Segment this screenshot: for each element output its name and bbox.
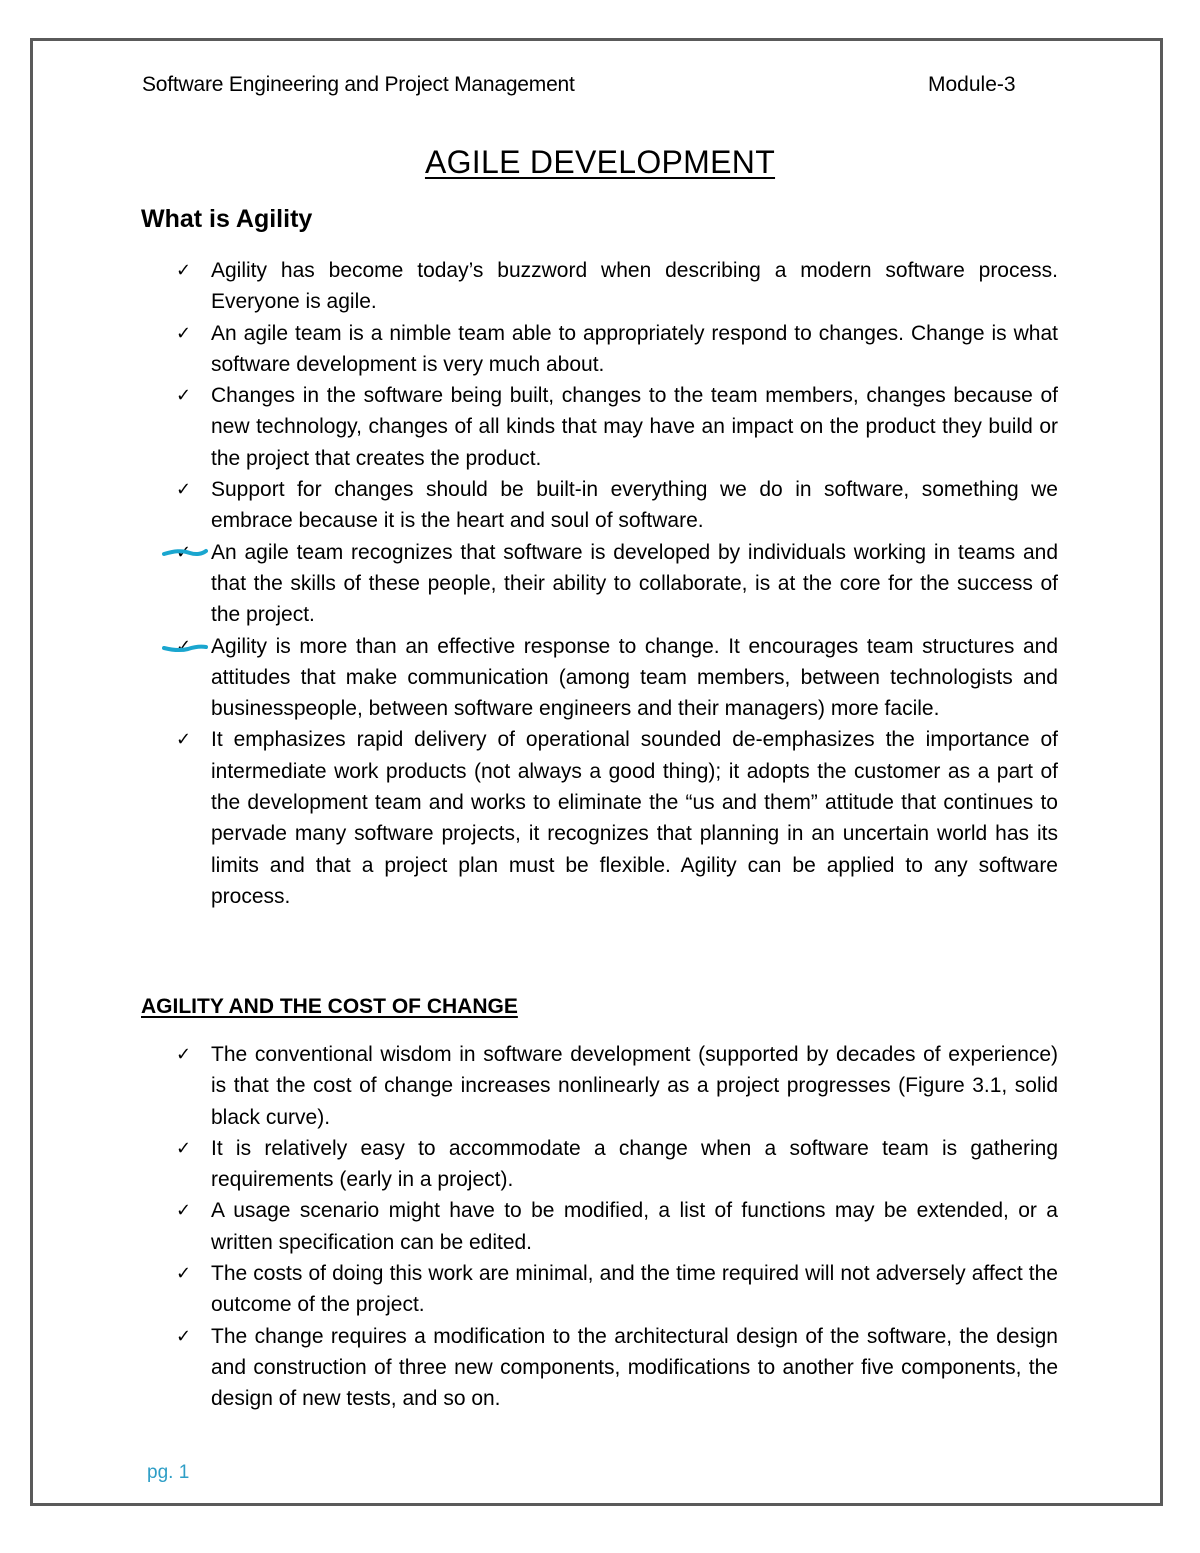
checkmark-icon: ✓	[176, 479, 192, 501]
list-item-text: Agility has become today’s buzzword when describing a modern software process. Everyone is agile.	[211, 259, 1058, 314]
list-item-text: Changes in the software being built, changes to the team members, changes because of new technology, changes of all kinds that may have an impact on the product they build or the project that creates the product.	[211, 384, 1058, 470]
list-item	[140, 537, 1058, 631]
list-item	[140, 380, 1058, 474]
checkmark-icon: ✓	[176, 729, 192, 751]
list-item	[140, 1133, 1058, 1196]
page-number: pg. 1	[147, 1462, 190, 1483]
checkmark-icon: ✓	[176, 385, 192, 407]
list-item	[140, 1195, 1058, 1258]
checkmark-icon: ✓	[176, 541, 192, 563]
list-item-text: The costs of doing this work are minimal, and the time required will not adversely affect the outcome of the project.	[211, 1262, 1058, 1317]
checkmark-icon: ✓	[176, 1263, 192, 1285]
list-item-text: The change requires a modification to the architectural design of the software, the design and construction of three new components, modifications to another five components, the design of new tests, and so on.	[211, 1324, 1058, 1411]
list-item	[140, 474, 1058, 537]
list-item	[140, 631, 1058, 725]
list-item-text: Agility is more than an effective response to change. It encourages team structures and attitudes that make communication (among team members, between technologists and businesspeople, between software engineers and their managers) more facile.	[211, 634, 1058, 721]
section-heading-what-is-agility: What is Agility	[141, 205, 313, 233]
list-item-text: An agile team is a nimble team able to appropriately respond to changes. Change is what software development is very much about.	[211, 321, 1058, 376]
checkmark-icon: ✓	[176, 1200, 192, 1222]
list-item-text: The conventional wisdom in software development (supported by decades of experience) is that the cost of change increases nonlinearly as a project progresses (Figure 3.1, solid black curve).	[211, 1043, 1058, 1129]
checkmark-icon: ✓	[176, 1325, 192, 1347]
list-item	[140, 255, 1058, 318]
cost-of-change-bullet-list	[140, 1039, 1058, 1415]
list-item-text: An agile team recognizes that software is developed by individuals working in teams and that the skills of these people, their ability to collaborate, is at the core for the success of the project.	[211, 540, 1058, 627]
checkmark-icon: ✓	[176, 1137, 192, 1159]
header-module-label: Module-3	[928, 73, 1016, 96]
section-heading-cost-of-change: AGILITY AND THE COST OF CHANGE	[141, 995, 518, 1018]
list-item	[140, 724, 1058, 912]
list-item	[140, 318, 1058, 381]
list-item	[140, 1321, 1058, 1415]
list-item-text: Support for changes should be built-in everything we do in software, something we embrace because it is the heart and soul of software.	[211, 478, 1058, 533]
agility-bullet-list	[140, 255, 1058, 912]
list-item-text: A usage scenario might have to be modified, a list of functions may be extended, or a written specification can be edited.	[211, 1199, 1058, 1254]
header-course-title: Software Engineering and Project Management	[142, 73, 575, 96]
list-item	[140, 1039, 1058, 1133]
pen-highlight-mark-icon	[162, 640, 208, 656]
list-item-text: It emphasizes rapid delivery of operational sounded de-emphasizes the importance of intermediate work products (not always a good thing); it adopts the customer as a part of the development team and works to eliminate the “us and them” attitude that continues to pervade many software projects, it recognizes that planning in an uncertain world has its limits and that a project plan must be flexible. Agility can be applied to any software process.	[211, 728, 1058, 908]
pen-highlight-mark-icon	[162, 545, 208, 561]
list-item	[140, 1258, 1058, 1321]
document-title: AGILE DEVELOPMENT	[424, 144, 776, 180]
checkmark-icon: ✓	[176, 322, 192, 344]
checkmark-icon: ✓	[176, 1044, 192, 1065]
checkmark-icon: ✓	[176, 635, 192, 657]
checkmark-icon: ✓	[176, 260, 192, 281]
list-item-text: It is relatively easy to accommodate a change when a software team is gathering requirements (early in a project).	[211, 1136, 1058, 1192]
